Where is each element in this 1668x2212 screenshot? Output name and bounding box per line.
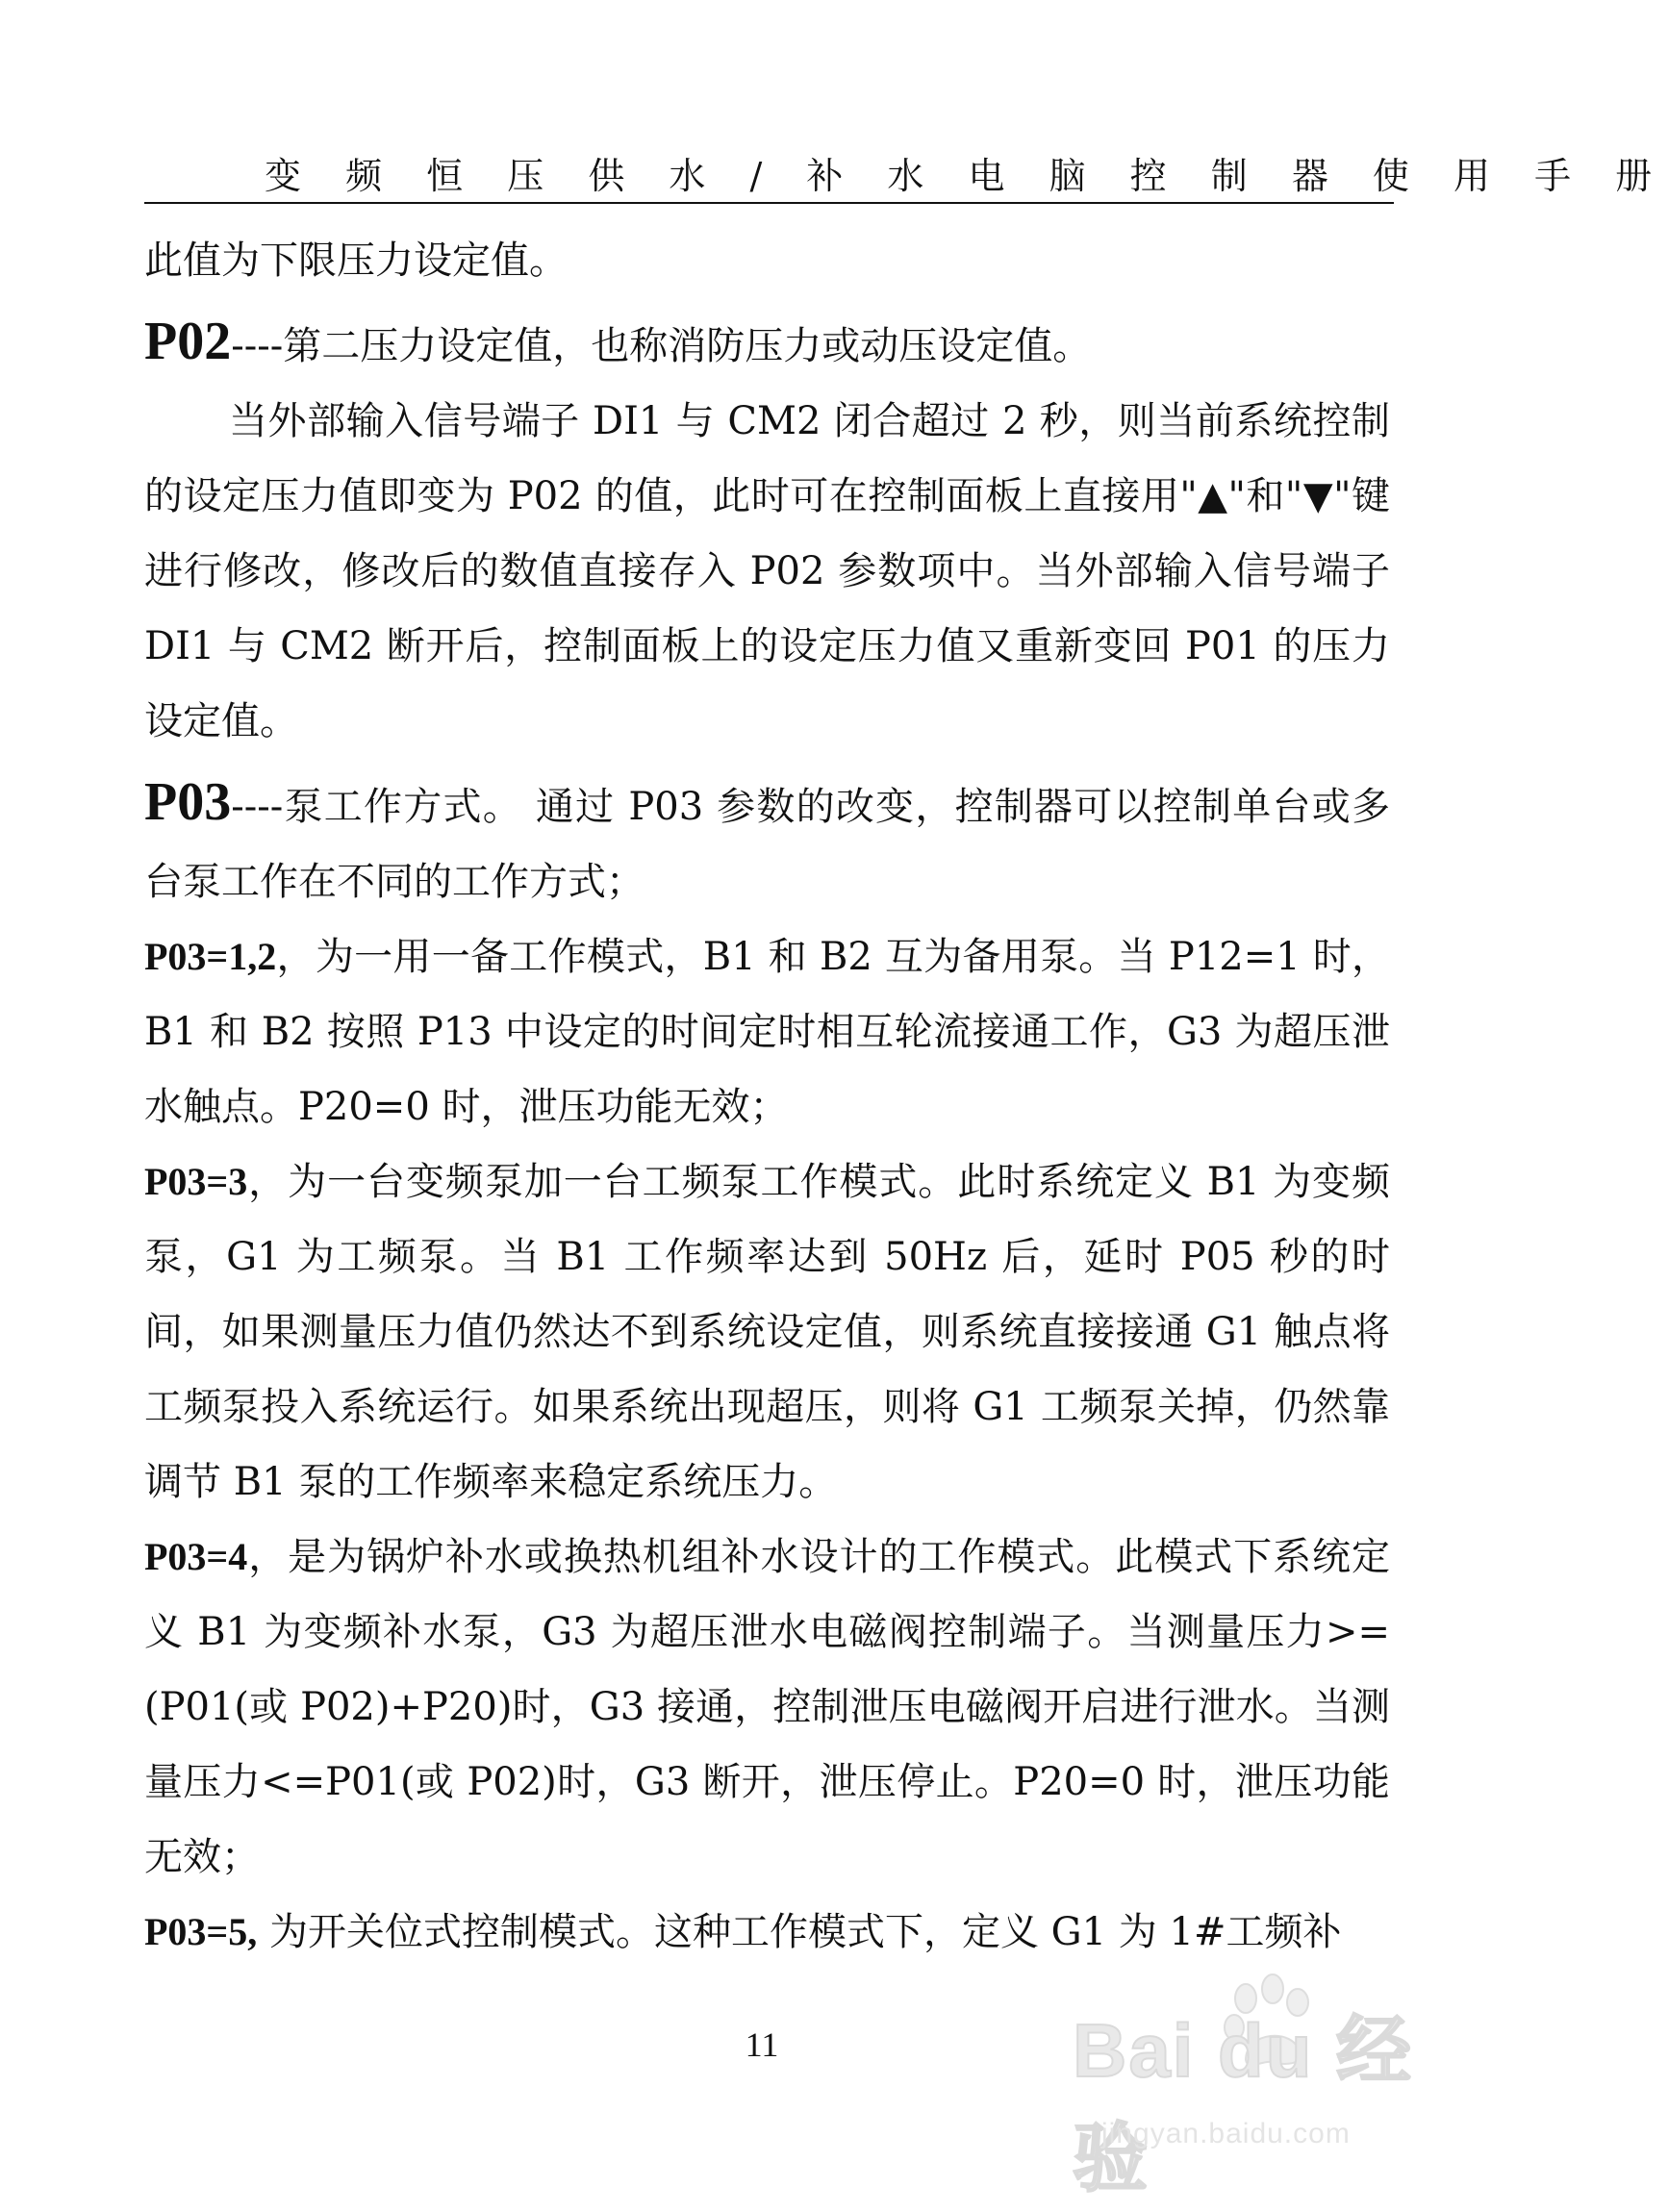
body-content xyxy=(144,223,1390,1970)
paragraph-text: ----泵工作方式。 通过 P03 参数的改变，控制器可以控制单台或多台泵工作在不同的工作方式； xyxy=(144,785,1390,904)
header-title: 变 频 恒 压 供 水 / 补 水 电 脑 控 制 器 使 用 手 册 xyxy=(265,155,1668,197)
paragraph-p02-heading xyxy=(144,304,1390,384)
paragraph-p03-mode-1-2 xyxy=(144,919,1390,1144)
paragraph-p02-body xyxy=(144,384,1390,759)
page-number: 11 xyxy=(745,2025,779,2064)
paragraph-p03-mode-3 xyxy=(144,1144,1390,1520)
watermark-url: jingyan.baidu.com xyxy=(1101,2118,1351,2149)
paragraph-p01-tail xyxy=(144,223,1390,298)
param-code: P02 xyxy=(144,312,232,371)
paragraph-text: 此值为下限压力设定值。 xyxy=(144,239,568,283)
paragraph-p03-mode-5 xyxy=(144,1895,1390,1970)
param-code: P03 xyxy=(144,772,232,832)
paragraph-text: ，为一台变频泵加一台工频泵工作模式。此时系统定义 B1 为变频泵，G1 为工频泵。当 B1 工作频率达到 50Hz 后，延时 P05 秒的时间，如果测量压力值仍然达不到系统设定值，则系统直接接通 G1 触点将工频泵投入系统运行。如果系统出现超压，则将 G1 工频泵关掉，仍然靠调节 B1 泵的工作频率来稳定系统压力。 xyxy=(144,1160,1390,1504)
paragraph-text: ----第二压力设定值，也称消防压力或动压设定值。 xyxy=(231,324,1092,368)
mode-label: P03=4 xyxy=(144,1535,248,1578)
paragraph-text: 当外部输入信号端子 DI1 与 CM2 闭合超过 2 秒，则当前系统控制的设定压力值即变为 P02 的值，此时可在控制面板上直接用"▲"和"▼"键进行修改，修改后的数值直接存入 P02 参数项中。当外部输入信号端子 DI1 与 CM2 断开后，控制面板上的设定压力值又重新变回 P01 的压力设定值。 xyxy=(144,399,1390,743)
paragraph-p03-heading xyxy=(144,765,1390,919)
baidu-jingyan-watermark xyxy=(1073,1972,1448,2200)
paragraph-text: 为开关位式控制模式。这种工作模式下，定义 G1 为 1#工频补 xyxy=(257,1910,1342,1954)
mode-label: P03=1,2 xyxy=(144,935,277,978)
paragraph-text: ，是为锅炉补水或换热机组补水设计的工作模式。此模式下系统定义 B1 为变频补水泵，G3 为超压泄水电磁阀控制端子。当测量压力>=(P01(或 P02)+P20)时，G3 接通，控制泄压电磁阀开启进行泄水。当测量压力<=P01(或 P02)时，G3 断开，泄压停止。P20=0 时，泄压功能无效； xyxy=(144,1535,1390,1879)
running-header xyxy=(144,142,1668,204)
mode-label: P03=3 xyxy=(144,1160,248,1203)
watermark-brand: Bai du 经验 xyxy=(1073,2008,1414,2200)
paragraph-text: ，为一用一备工作模式，B1 和 B2 互为备用泵。当 P12=1 时，B1 和 B2 按照 P13 中设定的时间定时相互轮流接通工作，G3 为超压泄水触点。P20=0 时，泄压功能无效； xyxy=(144,935,1390,1129)
mode-label: P03=5, xyxy=(144,1910,258,1953)
paragraph-p03-mode-4 xyxy=(144,1520,1390,1895)
